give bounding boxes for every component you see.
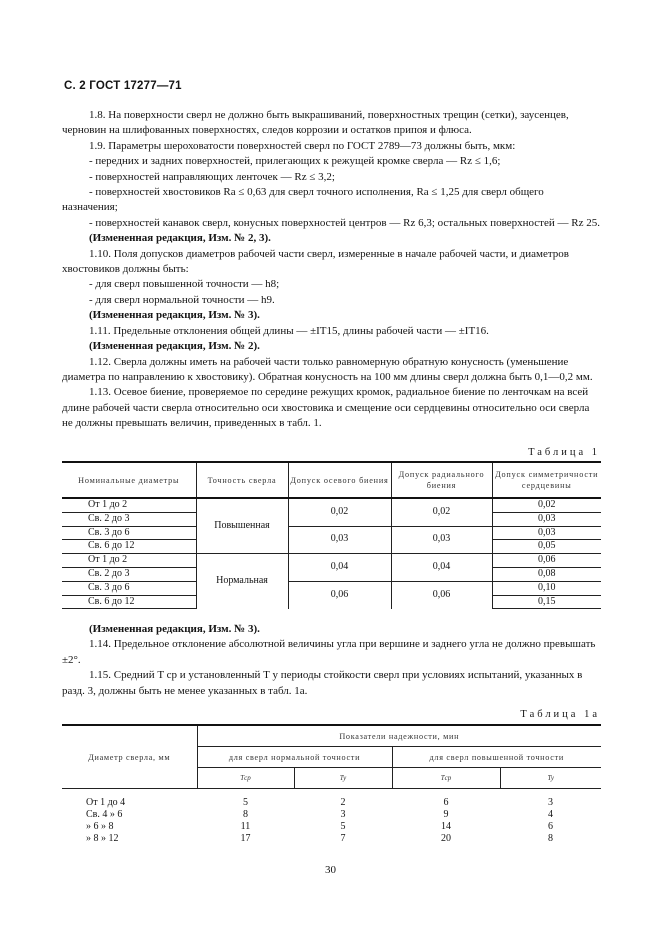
list-item: - передних и задних поверхностей, прилегающих к режущей кромке сверла — Rz ≤ 1,6; — [89, 155, 501, 168]
value-cell: 6 — [548, 821, 553, 832]
table-row — [62, 833, 601, 845]
value-cell: 3 — [340, 809, 346, 820]
value-cell: 8 — [548, 833, 553, 844]
edition-note: (Измененная редакция, Изм. № 3). — [89, 309, 260, 322]
edition-note: (Измененная редакция, Изм. № 3). — [89, 623, 260, 635]
column-header: Допуск симметричности сердцевины — [492, 462, 601, 498]
table-1 — [62, 461, 601, 609]
radial-cell: 0,02 — [391, 498, 492, 526]
column-header-normal: для сверл нормальной точности — [197, 747, 392, 768]
paragraph-1-13: 1.13. Осевое биение, проверяемое по середине режущих кромок, радиальное биение по ленточкам на всей длине рабочей части сверла относительно оси хвостовика и смещение оси сердцевины относительно оси сверла не должны превышать величин, приведенных в табл. 1. — [62, 386, 590, 430]
diameter-cell: От 1 до 2 — [62, 554, 196, 568]
diameter-cell: Св. 3 до 6 — [62, 526, 196, 540]
column-header-ty: Ty — [294, 768, 392, 789]
value-cell: 17 — [240, 833, 251, 844]
radial-cell: 0,03 — [391, 526, 492, 554]
list-item: - поверхностей хвостовиков Ra ≤ 0,63 для сверл точного исполнения, Ra ≤ 1,25 для сверл общего назначения; — [62, 186, 544, 214]
value-cell: 2 — [340, 797, 346, 808]
column-header-diameter: Диаметр сверла, мм — [62, 725, 197, 789]
paragraph-1-14: 1.14. Предельное отклонение абсолютной величины угла при вершине и заднего угла не должно превышать ±2°. — [62, 638, 596, 666]
diameter-cell: Св. 6 до 12 — [62, 540, 196, 554]
symmetry-cell: 0,15 — [492, 595, 601, 609]
table-row — [62, 498, 601, 512]
table-row — [62, 821, 601, 833]
column-header-high: для сверл повышенной точности — [392, 747, 601, 768]
value-cell: 20 — [441, 833, 451, 844]
symmetry-cell: 0,06 — [492, 554, 601, 568]
symmetry-cell: 0,03 — [492, 526, 601, 540]
table-1a-caption: Таблица 1а — [520, 709, 600, 720]
paragraph-1-9: 1.9. Параметры шероховатости поверхностей сверл по ГОСТ 2789—73 должны быть, мкм: — [89, 139, 516, 152]
diameter-cell: Св. 4 » 6 — [86, 809, 123, 820]
paragraph-1-11: 1.11. Предельные отклонения общей длины — ±IT15, длины рабочей части — ±IT16. — [89, 324, 489, 337]
value-cell: 8 — [243, 809, 248, 820]
symmetry-cell: 0,03 — [492, 512, 601, 526]
paragraph-1-15: 1.15. Средний T ср и установленный T у периоды стойкости сверл при условиях испытаний, указанных в разд. 3, должны быть не менее указанных в табл. 1а. — [62, 669, 583, 697]
radial-cell: 0,06 — [391, 581, 492, 609]
column-header: Номинальные диаметры — [62, 462, 196, 498]
diameter-cell: Св. 6 до 12 — [62, 595, 196, 609]
page-number: 30 — [325, 864, 336, 876]
value-cell: 9 — [443, 809, 449, 820]
table-row — [62, 554, 601, 568]
page-header: С. 2 ГОСТ 17277—71 — [64, 80, 182, 92]
body-text — [62, 108, 600, 432]
body-text-lower — [62, 622, 600, 699]
table-1a — [62, 724, 601, 845]
table-row — [62, 581, 601, 595]
column-header: Точность сверла — [196, 462, 288, 498]
axial-cell: 0,06 — [288, 581, 391, 609]
table-1-caption: Таблица 1 — [528, 447, 600, 458]
precision-cell: Повышенная — [196, 498, 288, 554]
axial-cell: 0,04 — [288, 554, 391, 582]
value-cell: 5 — [243, 797, 248, 808]
value-cell: 7 — [340, 833, 346, 844]
column-header: Допуск осевого биения — [288, 462, 391, 498]
value-cell: 14 — [441, 821, 451, 832]
radial-cell: 0,04 — [391, 554, 492, 582]
symmetry-cell: 0,02 — [492, 498, 601, 512]
axial-cell: 0,02 — [288, 498, 391, 526]
axial-cell: 0,03 — [288, 526, 391, 554]
column-header-ty: Ty — [500, 768, 601, 789]
diameter-cell: От 1 до 4 — [86, 797, 126, 808]
symmetry-cell: 0,10 — [492, 581, 601, 595]
diameter-cell: Св. 3 до 6 — [62, 581, 196, 595]
list-item: - для сверл повышенной точности — h8; — [89, 278, 280, 291]
column-header-indicators: Показатели надежности, мин — [197, 725, 601, 747]
precision-cell: Нормальная — [196, 554, 288, 609]
value-cell: 11 — [240, 821, 251, 832]
diameter-cell: От 1 до 2 — [62, 498, 196, 512]
paragraph-1-12: 1.12. Сверла должны иметь на рабочей части только равномерную обратную конусность (уменьшение диаметра по направлению к хвостовику). Обратная конусность на 100 мм длины сверл должна быть 0,1—0,2 мм. — [62, 355, 593, 383]
diameter-cell: » 6 » 8 — [86, 821, 114, 832]
list-item: - поверхностей канавок сверл, конусных поверхностей центров — Rz 6,3; остальных поверхностей — Rz 25. — [89, 216, 600, 229]
column-header-tcp: Tср — [392, 768, 500, 789]
column-header: Допуск радиального биения — [391, 462, 492, 498]
symmetry-cell: 0,05 — [492, 540, 601, 554]
table-row — [62, 526, 601, 540]
value-cell: 5 — [340, 821, 346, 832]
symmetry-cell: 0,08 — [492, 567, 601, 581]
edition-note: (Измененная редакция, Изм. № 2). — [89, 340, 260, 353]
table-row — [62, 789, 601, 810]
paragraph-1-10: 1.10. Поля допусков диаметров рабочей части сверл, измеренные в начале рабочей части, и диаметров хвостовиков должны быть: — [62, 247, 569, 276]
table-row — [62, 809, 601, 821]
diameter-cell: Св. 2 до 3 — [62, 512, 196, 526]
column-header-tcp: Tср — [197, 768, 294, 789]
list-item: - для сверл нормальной точности — h9. — [89, 293, 275, 306]
diameter-cell: » 8 » 12 — [86, 833, 119, 844]
value-cell: 3 — [548, 797, 553, 808]
value-cell: 6 — [443, 797, 449, 808]
edition-note: (Измененная редакция, Изм. № 2, 3). — [89, 232, 271, 245]
diameter-cell: Св. 2 до 3 — [62, 567, 196, 581]
list-item: - поверхностей направляющих ленточек — Rz ≤ 3,2; — [89, 170, 335, 183]
value-cell: 4 — [548, 809, 553, 820]
paragraph-1-8: 1.8. На поверхности сверл не должно быть выкрашиваний, поверхностных трещин (сетки), заусенцев, черновин на шлифованных поверхностях, следов коррозии и остатков припоя и флюса. — [62, 109, 569, 137]
